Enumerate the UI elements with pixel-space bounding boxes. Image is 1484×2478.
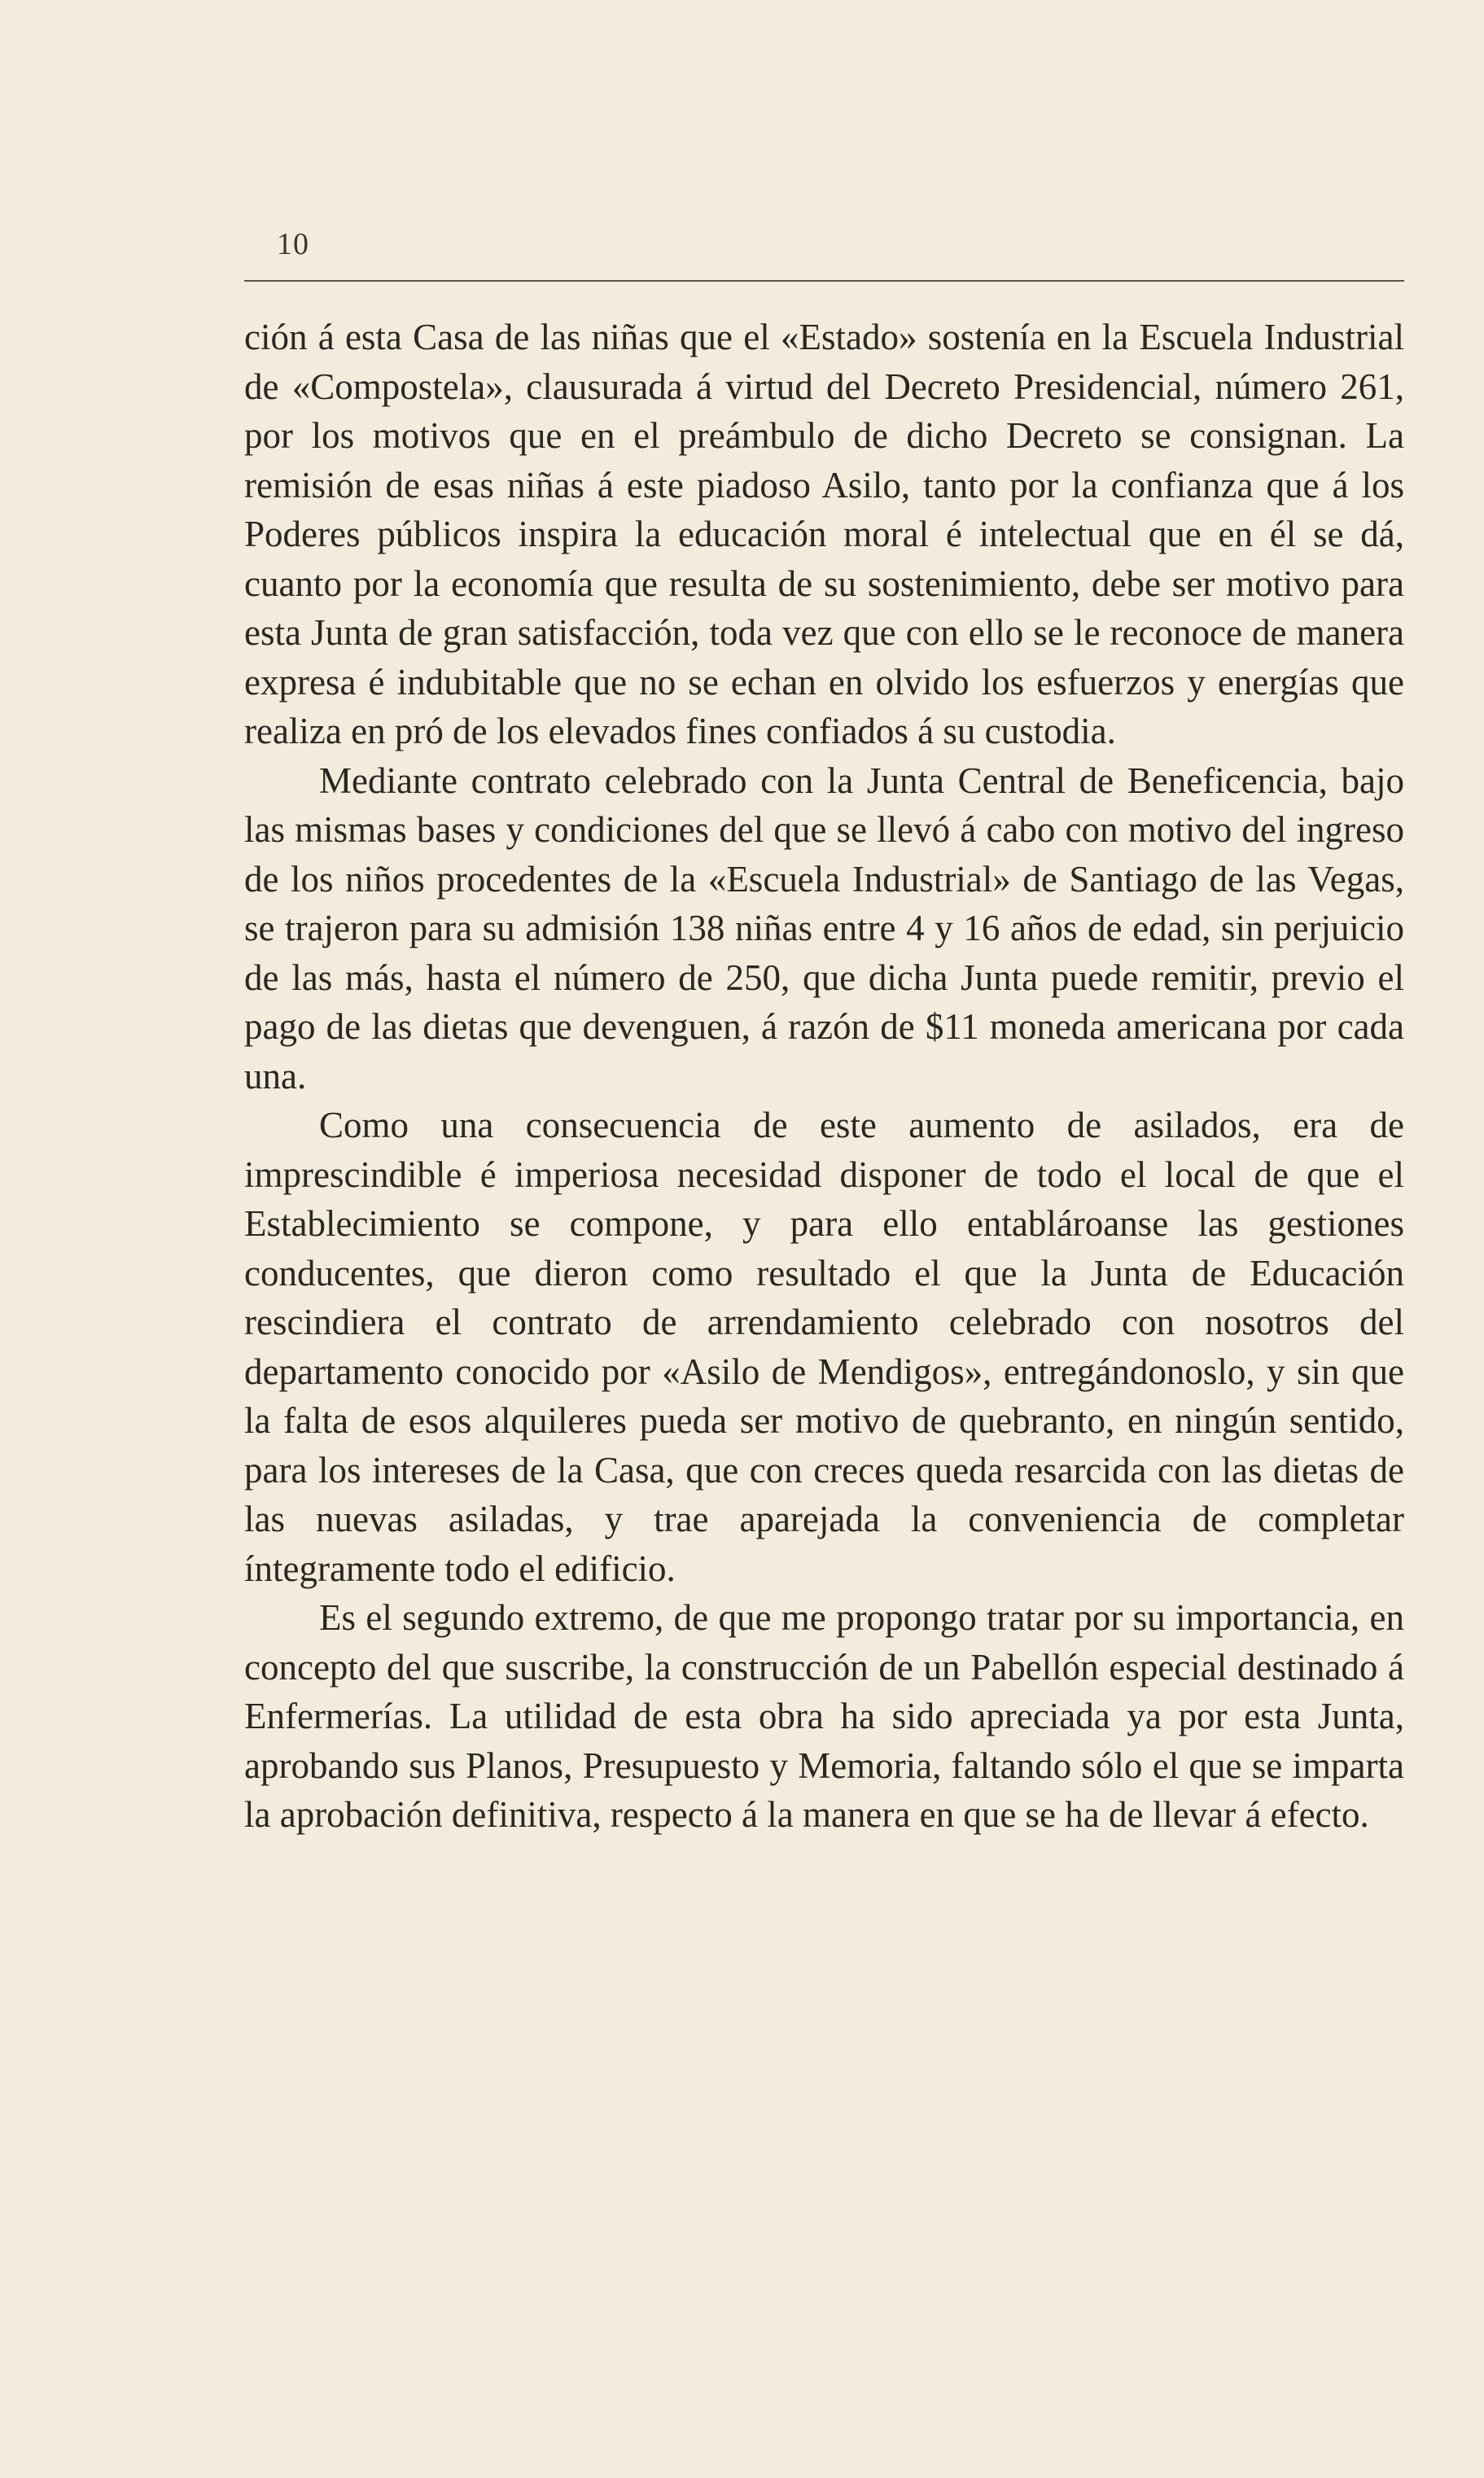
- paragraph-4: Es el segundo extremo, de que me propongo tratar por su importancia, en concepto del que suscribe, la construcción de un Pabellón especial destinado á Enfermerías. La utilidad de esta obra ha sido apreciada ya por esta Junta, aprobando sus Planos, Presupuesto y Memoria, faltando sólo el que se imparta la aprobación definitiva, respecto á la manera en que se ha de llevar á efecto.: [244, 1597, 1404, 1835]
- paragraph-1: ción á esta Casa de las niñas que el «Estado» sostenía en la Escuela Industrial de «Compostela», clausurada á virtud del Decreto Presidencial, número 261, por los motivos que en el preámbulo de dicho Decreto se consignan. La remisión de esas niñas á este piadoso Asilo, tanto por la confianza que á los Poderes públicos inspira la educación moral é intelectual que en él se dá, cuanto por la economía que resulta de su sostenimiento, debe ser motivo para esta Junta de gran satisfacción, toda vez que con ello se le reconoce de manera expresa é indubitable que no se echan en olvido los esfuerzos y energías que realiza en pró de los elevados fines confiados á su custodia.: [244, 317, 1404, 751]
- page-number: 10: [277, 227, 309, 261]
- header-rule: [244, 280, 1404, 282]
- body-text: [244, 313, 1404, 1840]
- paragraph-3: Como una consecuencia de este aumento de asilados, era de imprescindible é imperiosa necesidad disponer de todo el local de que el Establecimiento se compone, y para ello entablároanse las gestiones conducentes, que dieron como resultado el que la Junta de Educación rescindiera el contrato de arrendamiento celebrado con nosotros del departamento conocido por «Asilo de Mendigos», entregándonoslo, y sin que la falta de esos alquileres pueda ser motivo de quebranto, en ningún sentido, para los intereses de la Casa, que con creces queda resarcida con las dietas de las nuevas asiladas, y trae aparejada la conveniencia de completar íntegramente todo el edificio.: [244, 1105, 1404, 1589]
- paragraph-2: Mediante contrato celebrado con la Junta Central de Beneficencia, bajo las mismas bases y condiciones del que se llevó á cabo con motivo del ingreso de los niños procedentes de la «Escuela Industrial» de Santiago de las Vegas, se trajeron para su admisión 138 niñas entre 4 y 16 años de edad, sin perjuicio de las más, hasta el número de 250, que dicha Junta puede remitir, previo el pago de las dietas que devenguen, á razón de $11 moneda americana por cada una.: [244, 760, 1404, 1097]
